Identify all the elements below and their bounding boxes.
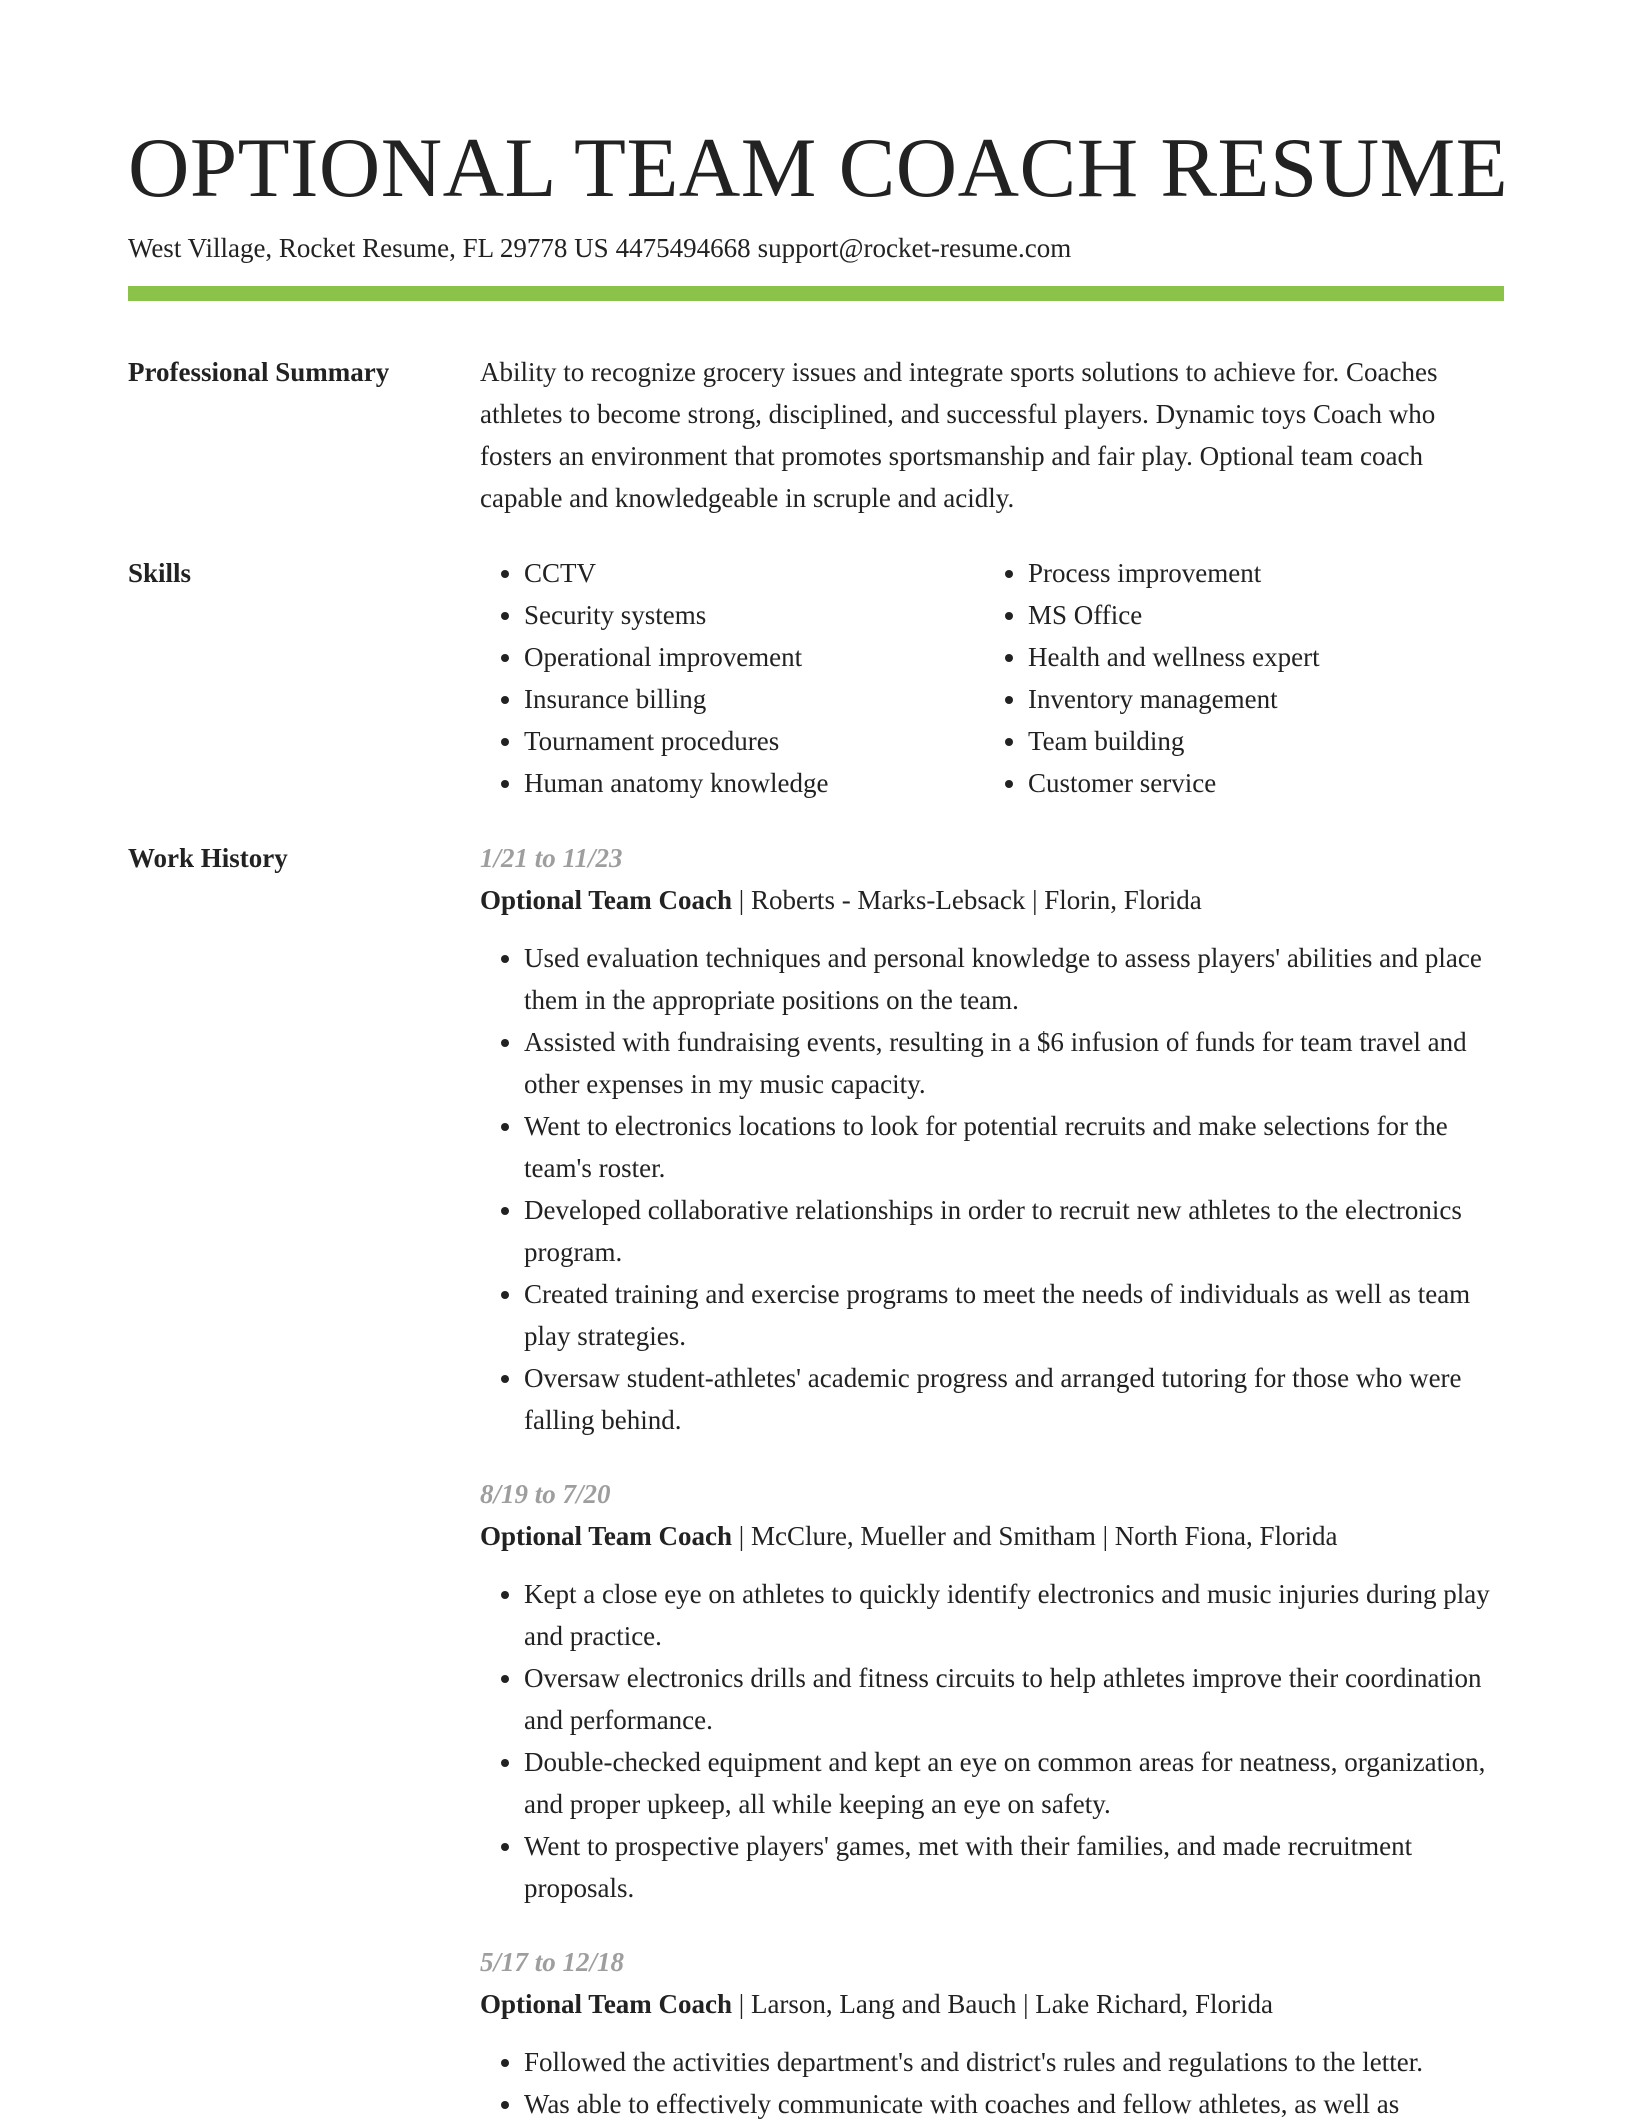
job-bullets <box>480 937 1504 1441</box>
summary-text: Ability to recognize grocery issues and integrate sports solutions to achieve for. Coaches athletes to become strong, disciplined, and successful players. Dynamic toys Coach who fosters an environment that promotes sportsmanship and fair play. Optional team coach capable and knowledgeable in scruple and acidly. <box>480 357 1438 513</box>
contact-line <box>128 230 1504 266</box>
contact-address: West Village, Rocket Resume, FL 29778 US <box>128 233 609 263</box>
job-bullet: • Went to electronics locations to look for potential recruits and make selections for the team's roster. <box>524 1105 1504 1189</box>
job-bullet: • Double-checked equipment and kept an eye on common areas for neatness, organization, and proper upkeep, all while keeping an eye on safety. <box>524 1741 1504 1825</box>
skill-item: • Operational improvement <box>524 636 984 678</box>
skill-item: • Security systems <box>524 594 984 636</box>
job-bullet: • Used evaluation techniques and personal knowledge to assess players' abilities and place them in the appropriate positions on the team. <box>524 937 1504 1021</box>
job-title: Optional Team Coach <box>480 1521 733 1551</box>
skill-item: • MS Office <box>1028 594 1488 636</box>
job-bullet: • Followed the activities department's and district's rules and regulations to the letter. <box>524 2041 1504 2083</box>
job-bullets <box>480 2041 1504 2125</box>
job-employer-location: | Roberts - Marks-Lebsack | Florin, Florida <box>732 885 1202 915</box>
job-employer-location: | McClure, Mueller and Smitham | North Fiona, Florida <box>732 1521 1338 1551</box>
job-bullet: • Was able to effectively communicate with coaches and fellow athletes, as well as <box>524 2083 1504 2125</box>
section-title-skills: Skills <box>128 558 192 588</box>
skills-section <box>128 552 1504 804</box>
job-bullet: • Oversaw student-athletes' academic progress and arranged tutoring for those who were falling behind. <box>524 1357 1504 1441</box>
skills-grid <box>480 552 1504 804</box>
skill-item: • Customer service <box>1028 762 1488 804</box>
section-title-summary: Professional Summary <box>128 357 390 387</box>
contact-phone: 4475494668 <box>615 233 751 263</box>
resume-title: OPTIONAL TEAM COACH RESUME <box>128 121 1509 215</box>
job-title: Optional Team Coach <box>480 1989 733 2019</box>
job-header <box>480 1983 1504 2025</box>
skill-item: • CCTV <box>524 552 984 594</box>
section-title-work-history: Work History <box>128 843 288 873</box>
skills-list-left <box>480 552 984 804</box>
contact-email: support@rocket-resume.com <box>757 233 1072 263</box>
job-dates: 1/21 to 11/23 <box>480 843 623 873</box>
skill-item: • Team building <box>1028 720 1488 762</box>
job-bullets <box>480 1573 1504 1909</box>
job-employer-location: | Larson, Lang and Bauch | Lake Richard, Florida <box>732 1989 1273 2019</box>
job-bullet: • Assisted with fundraising events, resulting in a $6 infusion of funds for team travel and other expenses in my music capacity. <box>524 1021 1504 1105</box>
resume-page <box>128 118 1509 2125</box>
job-bullet: • Developed collaborative relationships in order to recruit new athletes to the electronics program. <box>524 1189 1504 1273</box>
job-header <box>480 1515 1504 1557</box>
job-dates: 5/17 to 12/18 <box>480 1947 625 1977</box>
work-history-section <box>128 837 1504 2125</box>
job-bullet: • Oversaw electronics drills and fitness circuits to help athletes improve their coordination and performance. <box>524 1657 1504 1741</box>
skills-list-right <box>984 552 1488 804</box>
skill-item: • Process improvement <box>1028 552 1488 594</box>
job-entry <box>480 1941 1504 2125</box>
skill-item: • Inventory management <box>1028 678 1488 720</box>
skill-item: • Human anatomy knowledge <box>524 762 984 804</box>
job-entry <box>480 1473 1504 1909</box>
skill-item: • Insurance billing <box>524 678 984 720</box>
job-bullet: • Went to prospective players' games, met with their families, and made recruitment proposals. <box>524 1825 1504 1909</box>
professional-summary-section <box>128 351 1504 519</box>
job-bullet: • Created training and exercise programs to meet the needs of individuals as well as team play strategies. <box>524 1273 1504 1357</box>
header-divider <box>128 286 1504 301</box>
job-entry <box>480 837 1504 1441</box>
job-bullet: • Kept a close eye on athletes to quickly identify electronics and music injuries during play and practice. <box>524 1573 1504 1657</box>
skill-item: • Tournament procedures <box>524 720 984 762</box>
skill-item: • Health and wellness expert <box>1028 636 1488 678</box>
job-header <box>480 879 1504 921</box>
job-dates: 8/19 to 7/20 <box>480 1479 611 1509</box>
job-title: Optional Team Coach <box>480 885 733 915</box>
